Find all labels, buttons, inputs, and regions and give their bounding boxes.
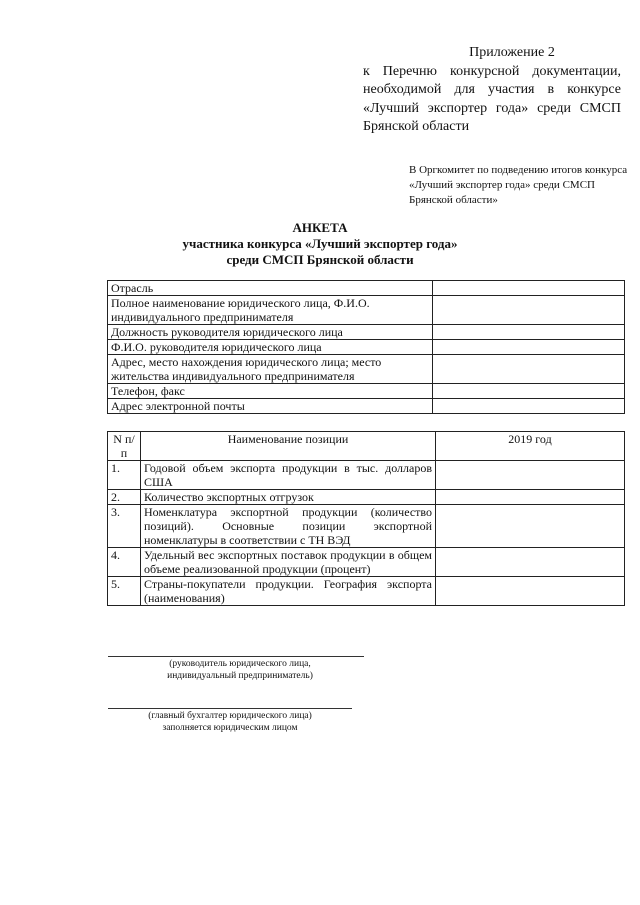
appendix-body: к Перечню конкурсной документации, необходимой для участия в конкурсе «Лучший экспортер года» среди СМСП Брянской области (363, 63, 621, 134)
row-name: Количество экспортных отгрузок (141, 490, 436, 505)
col-header-position: Наименование позиции (141, 432, 436, 461)
col-header-year: 2019 год (436, 432, 625, 461)
table-row (108, 296, 625, 325)
value-cell[interactable] (436, 461, 625, 490)
row-number: 3. (108, 505, 141, 548)
value-cell[interactable] (433, 281, 625, 296)
table-row (108, 490, 625, 505)
table-row (108, 399, 625, 414)
table-row (108, 384, 625, 399)
addressee-block: В Оргкомитет по подведению итогов конкурса «Лучший экспортер года» среди СМСП Брянской области» (409, 164, 628, 206)
row-name: Страны-покупатели продукции. География экспорта (наименования) (141, 577, 436, 606)
row-number: 4. (108, 548, 141, 577)
col-header-number: N п/п (108, 432, 141, 461)
head-signature-line[interactable] (108, 656, 364, 657)
form-heading (0, 220, 640, 268)
appendix-title: Приложение 2 (469, 45, 555, 60)
heading-subtitle-2: среди СМСП Брянской области (226, 252, 414, 267)
value-cell[interactable] (433, 340, 625, 355)
row-number: 1. (108, 461, 141, 490)
value-cell[interactable] (433, 296, 625, 325)
row-name: Годовой объем экспорта продукции в тыс. долларов США (141, 461, 436, 490)
row-label: Полное наименование юридического лица, Ф.И.О. индивидуального предпринимателя (108, 296, 433, 325)
value-cell[interactable] (436, 505, 625, 548)
heading-subtitle: участника конкурса «Лучший экспортер года» (182, 236, 458, 251)
table-row (108, 461, 625, 490)
export-indicators-table (107, 431, 625, 606)
row-label: Адрес электронной почты (108, 399, 433, 414)
row-label: Адрес, место нахождения юридического лица; место жительства индивидуального предпринимателя (108, 355, 433, 384)
table-row (108, 340, 625, 355)
table-row (108, 505, 625, 548)
heading-title: АНКЕТА (292, 220, 348, 235)
value-cell[interactable] (436, 577, 625, 606)
table-row (108, 548, 625, 577)
value-cell[interactable] (433, 399, 625, 414)
accountant-role: (главный бухгалтер юридического лица) (148, 711, 312, 721)
value-cell[interactable] (436, 490, 625, 505)
row-name: Удельный вес экспортных поставок продукции в общем объеме реализованной продукции (процент) (141, 548, 436, 577)
row-label: Ф.И.О. руководителя юридического лица (108, 340, 433, 355)
table-row (108, 355, 625, 384)
head-signature-caption: (руководитель юридического лица, индивидуальный предприниматель) (167, 659, 313, 681)
value-cell[interactable] (433, 325, 625, 340)
table-header-row (108, 432, 625, 461)
row-label: Должность руководителя юридического лица (108, 325, 433, 340)
value-cell[interactable] (436, 548, 625, 577)
row-name: Номенклатура экспортной продукции (количество позиций). Основные позиции экспортной номенклатуры в соответствии с ТН ВЭД (141, 505, 436, 548)
table-row (108, 577, 625, 606)
table-row (108, 281, 625, 296)
accountant-note: заполняется юридическим лицом (162, 723, 298, 733)
participant-info-table (107, 280, 625, 414)
row-number: 2. (108, 490, 141, 505)
row-label: Отрасль (108, 281, 433, 296)
value-cell[interactable] (433, 355, 625, 384)
row-number: 5. (108, 577, 141, 606)
table-row (108, 325, 625, 340)
value-cell[interactable] (433, 384, 625, 399)
accountant-signature-caption (120, 710, 340, 734)
appendix-block (363, 44, 621, 137)
row-label: Телефон, факс (108, 384, 433, 399)
accountant-signature-line[interactable] (108, 708, 352, 709)
